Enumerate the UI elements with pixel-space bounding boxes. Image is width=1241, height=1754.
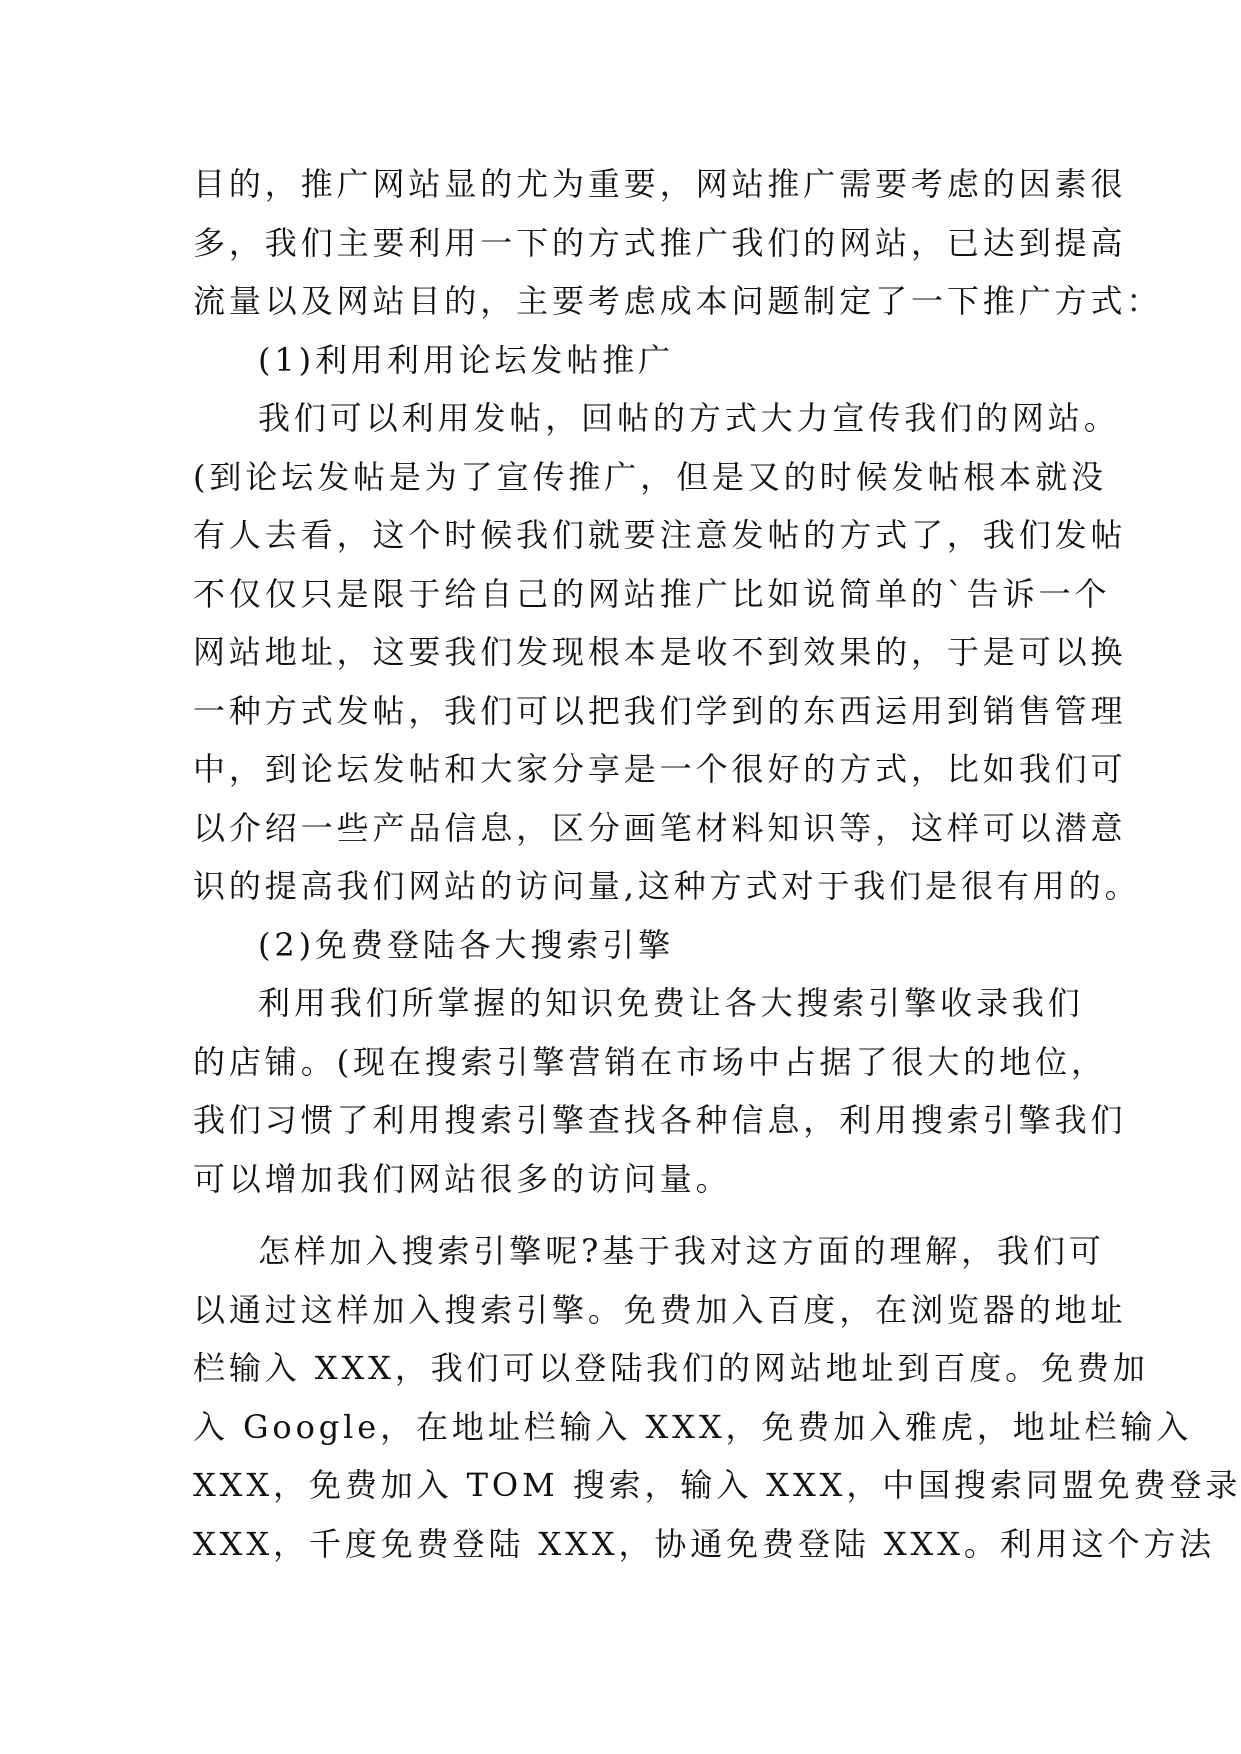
text-line: 以介绍一些产品信息，区分画笔材料知识等，这样可以潜意 [193, 808, 1127, 847]
text-line: 不仅仅只是限于给自己的网站推广比如说简单的`告诉一个 [193, 574, 1111, 613]
paragraph-start: 我们可以利用发帖，回帖的方式大力宣传我们的网站。 [258, 399, 1120, 437]
text-line: 中，到论坛发帖和大家分享是一个很好的方式，比如我们可 [193, 750, 1127, 788]
document-body [193, 155, 1241, 1573]
text-line: 的店铺。(现在搜索引擎营销在市场中占据了很大的地位， [193, 1042, 1107, 1081]
text-line: 以通过这样加入搜索引擎。免费加入百度，在浏览器的地址 [193, 1290, 1127, 1329]
text-line: 可以增加我们网站很多的访问量。 [193, 1159, 732, 1198]
text-line: 网站地址，这要我们发现根本是收不到效果的，于是可以换 [193, 633, 1127, 671]
text-line: 我们习惯了利用搜索引擎查找各种信息，利用搜索引擎我们 [193, 1101, 1127, 1139]
text-line: 目的，推广网站显的尤为重要，网站推广需要考虑的因素很 [193, 165, 1127, 203]
paragraph-start: 怎样加入搜索引擎呢?基于我对这方面的理解，我们可 [258, 1232, 1105, 1270]
section-heading-1: (1)利用利用论坛发帖推广 [258, 340, 675, 379]
section-heading-2: (2)免费登陆各大搜索引擎 [258, 925, 675, 964]
text-line: 栏输入 XXX，我们可以登陆我们的网站地址到百度。免费加 [193, 1349, 1149, 1387]
text-line: 流量以及网站目的，主要考虑成本问题制定了一下推广方式： [193, 282, 1163, 320]
text-line: XXX，免费加入 TOM 搜索，输入 XXX，中国搜索同盟免费登录 [193, 1466, 1241, 1504]
text-line: 识的提高我们网站的访问量,这种方式对于我们是很有用的。 [193, 867, 1141, 905]
text-line: 多，我们主要利用一下的方式推广我们的网站，已达到提高 [193, 223, 1127, 262]
text-line: (到论坛发帖是为了宣传推广，但是又的时候发帖根本就没 [193, 457, 1107, 496]
text-line: XXX，千度免费登陆 XXX，协通免费登陆 XXX。利用这个方法 [193, 1524, 1216, 1563]
text-line: 有人去看，这个时候我们就要注意发帖的方式了，我们发帖 [193, 516, 1127, 554]
text-line: 入 Google，在地址栏输入 XXX，免费加入雅虎，地址栏输入 [193, 1407, 1193, 1446]
text-line: 一种方式发帖，我们可以把我们学到的东西运用到销售管理 [193, 691, 1127, 730]
paragraph-start: 利用我们所掌握的知识免费让各大搜索引擎收录我们 [258, 984, 1084, 1022]
